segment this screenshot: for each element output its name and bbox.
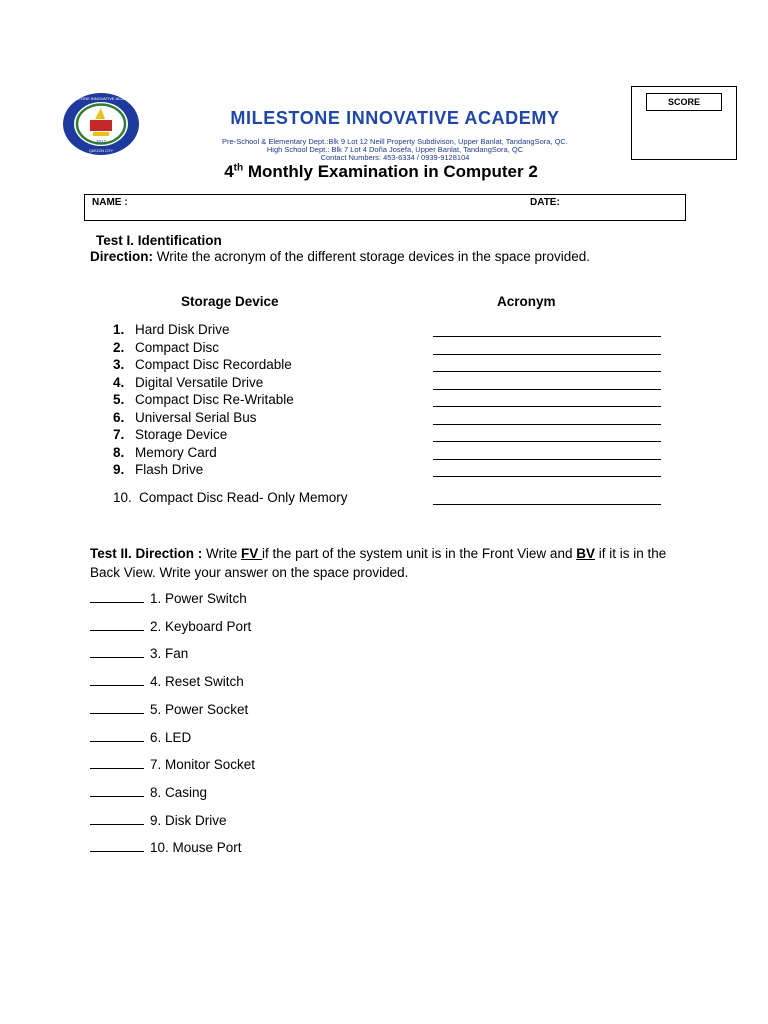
- device-item: 10. Compact Disc Read- Only Memory: [113, 490, 348, 505]
- system-unit-item: 1. Power Switch: [90, 590, 247, 608]
- score-box[interactable]: [631, 86, 737, 160]
- answer-blank[interactable]: [90, 812, 144, 825]
- acronym-answer-line[interactable]: [433, 504, 661, 505]
- exam-title: 4th Monthly Examination in Computer 2: [224, 162, 538, 181]
- system-unit-item: 10. Mouse Port: [90, 839, 242, 857]
- system-unit-item: 8. Casing: [90, 784, 207, 802]
- answer-blank[interactable]: [90, 618, 144, 631]
- address-elementary: Pre-School & Elementary Dept.:Blk 9 Lot 12 Neill Property Subdivison, Upper Banlat, TandangSora, QC.: [222, 137, 568, 146]
- storage-device-header: Storage Device: [181, 294, 279, 309]
- acronym-answer-line[interactable]: [433, 389, 661, 390]
- date-label: DATE:: [530, 197, 560, 208]
- logo-city: QUEZON CITY: [89, 149, 113, 153]
- device-item: 9. Flash Drive: [113, 462, 204, 477]
- device-item: 5. Compact Disc Re-Writable: [113, 392, 294, 407]
- system-unit-item: 7. Monitor Socket: [90, 756, 255, 774]
- contact-numbers: Contact Numbers: 453-6334 / 0939-9128104: [320, 153, 470, 162]
- logo-year: 2012: [95, 139, 107, 144]
- device-item: 6. Universal Serial Bus: [113, 409, 257, 425]
- answer-blank[interactable]: [90, 590, 144, 603]
- test1-heading: Test I. Identification: [96, 233, 222, 248]
- answer-blank[interactable]: [90, 645, 144, 658]
- acronym-answer-line[interactable]: [433, 406, 661, 407]
- device-item: 1. Hard Disk Drive: [113, 322, 230, 337]
- answer-blank[interactable]: [90, 673, 144, 686]
- answer-blank[interactable]: [90, 701, 144, 714]
- system-unit-item: 9. Disk Drive: [90, 812, 227, 830]
- system-unit-item: 6. LED: [90, 729, 191, 747]
- acronym-answer-line[interactable]: [433, 371, 661, 372]
- system-unit-item: 5. Power Socket: [90, 701, 248, 719]
- address-highschool: High School Dept.: Blk 7 Lot 4 Doña Josefa, Upper Banlat, TandangSora, QC: [266, 145, 524, 154]
- device-item: 8. Memory Card: [113, 444, 217, 460]
- school-logo: [62, 92, 140, 156]
- test2-direction: Test II. Direction : Write FV if the part of the system unit is in the Front View and BV if it is in the Back View. Write your answer on the space provided.: [90, 546, 667, 580]
- device-item: 4. Digital Versatile Drive: [113, 374, 264, 390]
- name-date-box[interactable]: [84, 194, 686, 221]
- answer-blank[interactable]: [90, 756, 144, 769]
- system-unit-item: 4. Reset Switch: [90, 673, 244, 691]
- school-name: MILESTONE INNOVATIVE ACADEMY: [230, 108, 560, 128]
- device-item: 7. Storage Device: [113, 427, 228, 442]
- test1-direction: Direction: Write the acronym of the different storage devices in the space provided.: [90, 249, 591, 264]
- acronym-answer-line[interactable]: [433, 354, 661, 355]
- acronym-answer-line[interactable]: [433, 476, 661, 477]
- system-unit-item: 3. Fan: [90, 645, 188, 663]
- device-item: 2. Compact Disc: [113, 339, 220, 355]
- acronym-answer-line[interactable]: [433, 424, 661, 425]
- answer-blank[interactable]: [90, 784, 144, 797]
- acronym-answer-line[interactable]: [433, 459, 661, 460]
- acronym-answer-line[interactable]: [433, 336, 661, 337]
- answer-blank[interactable]: [90, 839, 144, 852]
- acronym-answer-line[interactable]: [433, 441, 661, 442]
- system-unit-item: 2. Keyboard Port: [90, 618, 251, 636]
- answer-blank[interactable]: [90, 729, 144, 742]
- logo-name: MILESTONE INNOVATIVE ACADEMY: [66, 96, 136, 101]
- device-item: 3. Compact Disc Recordable: [113, 357, 292, 372]
- score-label: SCORE: [646, 93, 722, 111]
- acronym-header: Acronym: [497, 294, 556, 309]
- name-label: NAME :: [92, 197, 128, 208]
